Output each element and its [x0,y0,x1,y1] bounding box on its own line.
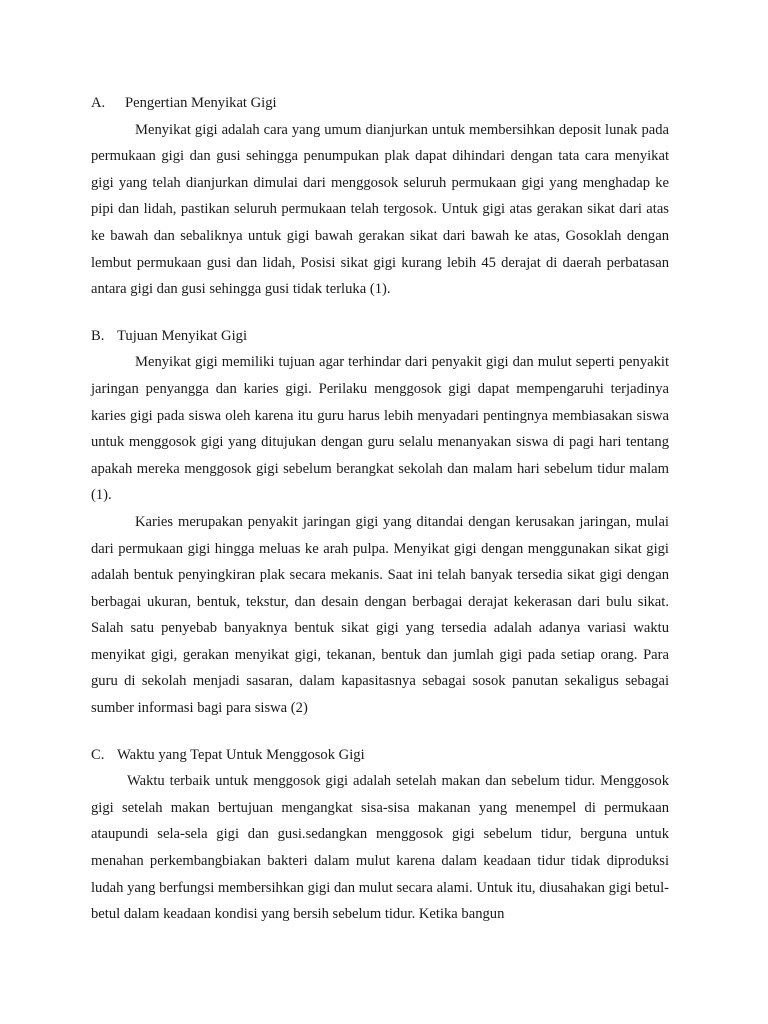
section-heading-b [91,323,669,350]
section-letter-a: A. [91,95,106,111]
section-title-b: Tujuan Menyikat Gigi [117,327,247,344]
section-gap [91,722,669,742]
section-heading-c [91,742,669,769]
section-title-c: Waktu yang Tepat Untuk Menggosok Gigi [117,746,365,763]
section-b-paragraph-2: Karies merupakan penyakit jaringan gigi yang ditandai dengan kerusakan jaringan, mulai dari permukaan gigi hingga meluas ke arah pulpa. Menyikat gigi dengan menggunakan sikat gigi adalah bentuk penyingkiran plak secara mekanis. Saat ini telah banyak tersedia sikat gigi dengan berbagai ukuran, bentuk, tekstur, dan desain dengan berbagai derajat kekerasan dari bulu sikat. Salah satu penyebab banyaknya bentuk sikat gigi yang tersedia adalah adanya variasi waktu menyikat gigi, gerakan menyikat gigi, tekanan, bentuk dan jumlah gigi pada setiap orang. Para guru di sekolah menjadi sasaran, dalam kapasitasnya sebagai sosok panutan sekaligus sebagai sumber informasi bagi para siswa (2) [91,513,669,717]
section-title-a: Pengertian Menyikat Gigi [125,95,277,111]
document-page [91,90,669,928]
section-letter-c: C. [91,746,105,763]
section-heading-a [91,90,669,117]
section-b-paragraph-1: Menyikat gigi memiliki tujuan agar terhindar dari penyakit gigi dan mulut seperti penyakit jaringan penyangga dan karies gigi. Perilaku menggosok gigi dapat mempengaruhi terjadinya karies gigi pada siswa oleh karena itu guru harus lebih menyadari pentingnya membiasakan siswa untuk menggosok gigi yang ditujukan dengan guru selalu menanyakan siswa di pagi hari tentang apakah mereka menggosok gigi sebelum berangkat sekolah dan malam hari sebelum tidur malam (1). [91,354,669,504]
section-a-paragraph-1: Menyikat gigi adalah cara yang umum dianjurkan untuk membersihkan deposit lunak pada permukaan gigi dan gusi sehingga penumpukan plak dapat dihindari dengan tata cara menyikat gigi yang telah dianjurkan dimulai dari menggosok seluruh permukaan gigi yang menghadap ke pipi dan lidah, pastikan seluruh permukaan telah tergosok. Untuk gigi atas gerakan sikat dari atas ke bawah dan sebaliknya untuk gigi bawah gerakan sikat dari bawah ke atas, Gosoklah dengan lembut permukaan gusi dan lidah, Posisi sikat gigi kurang lebih 45 derajat di daerah perbatasan antara gigi dan gusi sehingga gusi tidak terluka (1). [91,121,669,298]
section-gap [91,303,669,323]
section-letter-b: B. [91,327,105,344]
section-c-paragraph-1: Waktu terbaik untuk menggosok gigi adalah setelah makan dan sebelum tidur. Menggosok gigi setelah makan bertujuan mengangkat sisa-sisa makanan yang menempel di permukaan ataupundi sela-sela gigi dan gusi.sedangkan menggosok gigi sebelum tidur, berguna untuk menahan perkembangbiakan bakteri dalam mulut karena dalam keadaan tidur tidak diproduksi ludah yang berfungsi membersihkan gigi dan mulut secara alami. Untuk itu, diusahakan gigi betul-betul dalam keadaan kondisi yang bersih sebelum tidur. Ketika bangun [91,773,669,923]
